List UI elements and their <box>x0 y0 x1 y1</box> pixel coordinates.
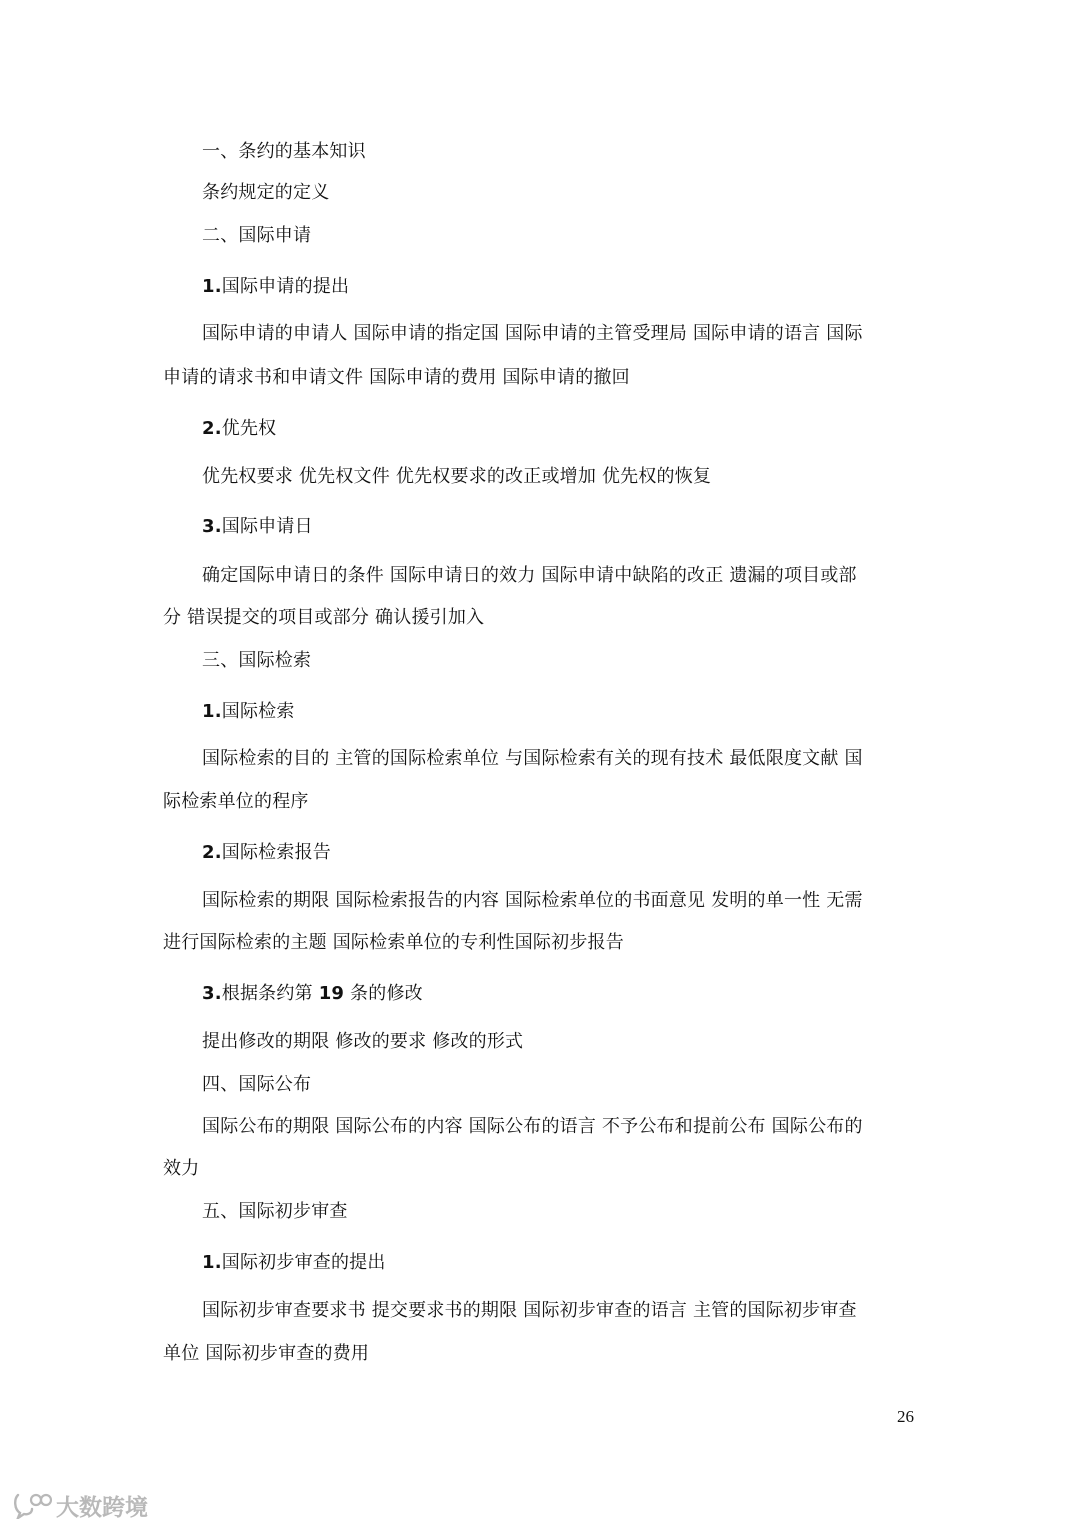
subsection-number: 1. <box>202 701 222 722</box>
subsection-title: 国际检索报告 <box>221 842 331 863</box>
section-heading: 一、条约的基本知识 <box>202 141 366 162</box>
subsection-number: 3. <box>202 516 222 537</box>
subsection-heading <box>202 1252 962 1274</box>
paragraph-line: 提出修改的期限 修改的要求 修改的形式 <box>202 1031 524 1052</box>
paragraph-line: 单位 国际初步审查的费用 <box>163 1343 370 1364</box>
paragraph-line: 国际公布的期限 国际公布的内容 国际公布的语言 不予公布和提前公布 国际公布的 <box>202 1116 863 1137</box>
subsection-heading <box>202 516 962 538</box>
paragraph-line: 进行国际检索的主题 国际检索单位的专利性国际初步报告 <box>163 932 624 953</box>
chat-bubble-logo-icon <box>12 1491 52 1519</box>
subsection-title: 根据条约第 <box>221 983 319 1004</box>
subsection-title: 优先权 <box>221 418 277 439</box>
watermark-text: 大数跨境 <box>56 1494 148 1521</box>
page-number: 26 <box>897 1407 914 1426</box>
subsection-heading <box>202 276 962 298</box>
subsection-number: 3. <box>202 983 222 1004</box>
subsection-title-suffix: 条的修改 <box>344 983 423 1004</box>
paragraph-line: 效力 <box>163 1158 200 1179</box>
subsection-heading <box>202 983 962 1005</box>
paragraph-line: 国际检索的目的 主管的国际检索单位 与国际检索有关的现有技术 最低限度文献 国 <box>202 748 863 769</box>
subsection-number: 2. <box>202 418 222 439</box>
subsection-title: 国际初步审查的提出 <box>221 1252 386 1273</box>
subsection-title: 国际申请日 <box>221 516 313 537</box>
subsection-number: 2. <box>202 842 222 863</box>
subsection-number: 1. <box>202 276 222 297</box>
section-heading: 二、国际申请 <box>202 225 312 246</box>
subsection-number: 1. <box>202 1252 222 1273</box>
section-heading: 三、国际检索 <box>202 650 312 671</box>
watermark <box>12 1490 148 1520</box>
paragraph-line: 优先权要求 优先权文件 优先权要求的改正或增加 优先权的恢复 <box>202 466 712 487</box>
paragraph-line: 国际申请的申请人 国际申请的指定国 国际申请的主管受理局 国际申请的语言 国际 <box>202 323 863 344</box>
paragraph: 条约规定的定义 <box>202 182 330 203</box>
paragraph-line: 际检索单位的程序 <box>163 791 309 812</box>
section-heading: 五、国际初步审查 <box>202 1201 348 1222</box>
paragraph-line: 申请的请求书和申请文件 国际申请的费用 国际申请的撤回 <box>163 367 630 388</box>
subsection-title: 国际申请的提出 <box>221 276 350 297</box>
paragraph-line: 国际检索的期限 国际检索报告的内容 国际检索单位的书面意见 发明的单一性 无需 <box>202 890 863 911</box>
paragraph-line: 国际初步审查要求书 提交要求书的期限 国际初步审查的语言 主管的国际初步审查 <box>202 1300 857 1321</box>
section-heading: 四、国际公布 <box>202 1074 312 1095</box>
subsection-heading <box>202 701 962 723</box>
article-number: 19 <box>318 983 345 1004</box>
subsection-heading <box>202 842 962 864</box>
subsection-heading <box>202 418 962 440</box>
subsection-title: 国际检索 <box>221 701 295 722</box>
paragraph-line: 分 错误提交的项目或部分 确认援引加入 <box>163 607 485 628</box>
paragraph-line: 确定国际申请日的条件 国际申请日的效力 国际申请中缺陷的改正 遗漏的项目或部 <box>202 565 857 586</box>
